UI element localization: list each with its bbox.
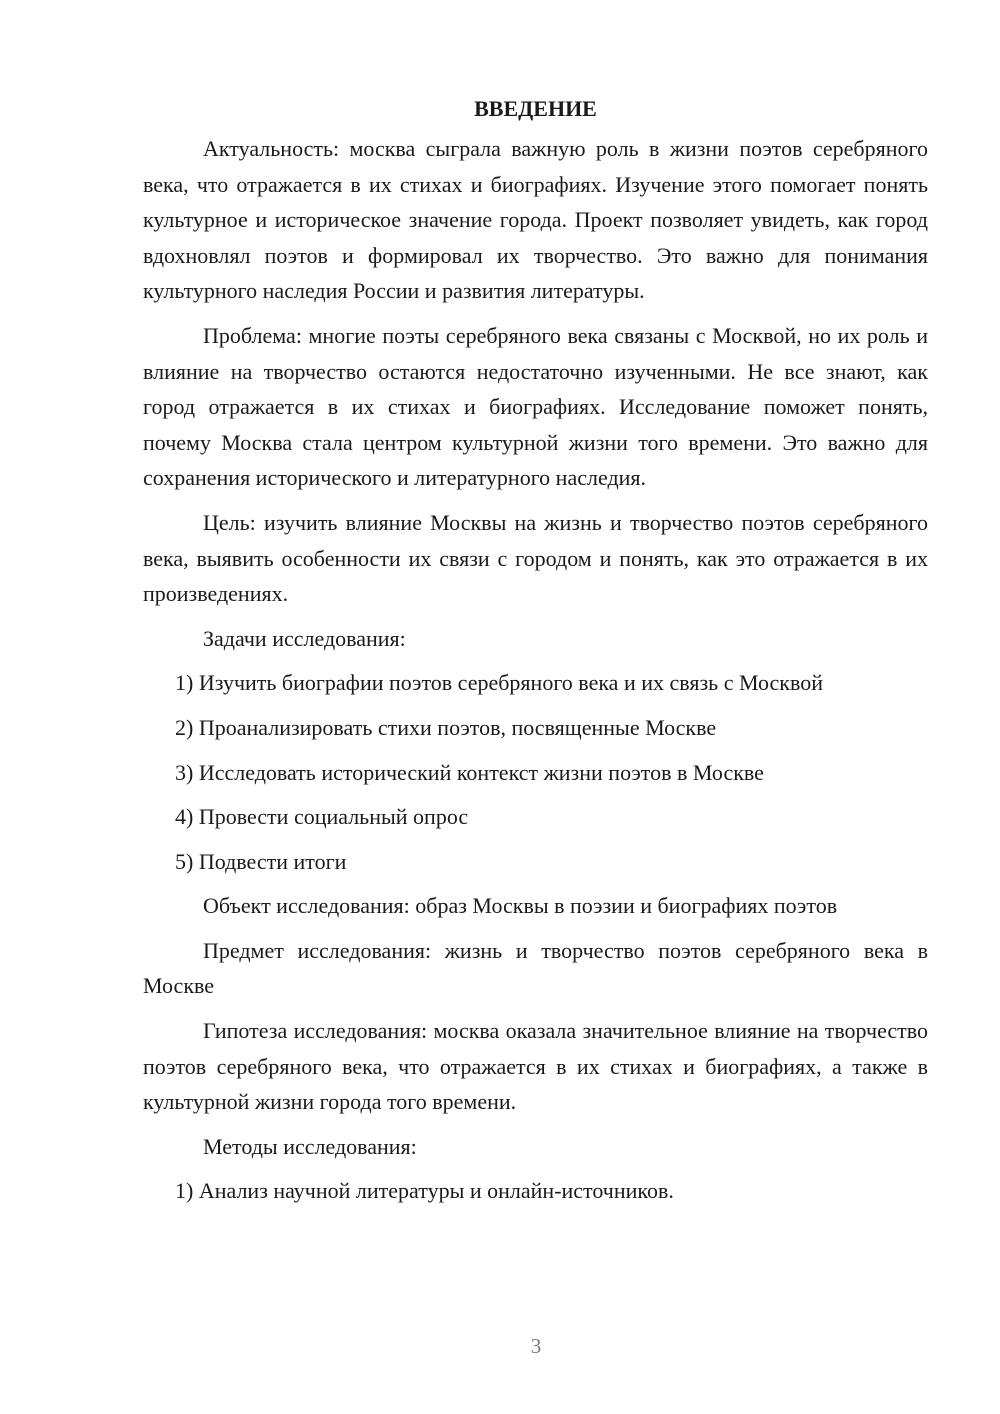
task-item-3: 3) Исследовать исторический контекст жизни поэтов в Москве	[175, 759, 764, 785]
page-content	[143, 93, 928, 1218]
task-item-5: 5) Подвести итоги	[175, 848, 347, 874]
paragraph-hypothesis: Гипотеза исследования: москва оказала значительное влияние на творчество поэтов серебряного века, что отражается в их стихах и биографиях, а также в культурной жизни города того времени.	[143, 1018, 928, 1115]
task-item-2: 2) Проанализировать стихи поэтов, посвященные Москве	[175, 714, 717, 740]
task-item-4: 4) Провести социальный опрос	[175, 804, 469, 830]
paragraph-problem: Проблема: многие поэты серебряного века связаны с Москвой, но их роль и влияние на творчество остаются недостаточно изученными. Не все знают, как город отражается в их стихах и биографиях. Исследование поможет понять, почему Москва стала центром культурной жизни того времени. Это важно для сохранения исторического и литературного наследия.	[143, 322, 928, 491]
paragraph-relevance: Актуальность: москва сыграла важную роль в жизни поэтов серебряного века, что отражается в их стихах и биографиях. Изучение этого помогает понять культурное и историческое значение города. Проект позволяет увидеть, как город вдохновлял поэтов и формировал их творчество. Это важно для понимания культурного наследия России и развития литературы.	[143, 136, 928, 304]
paragraph-goal: Цель: изучить влияние Москвы на жизнь и творчество поэтов серебряного века, выявить особенности их связи с городом и понять, как это отражается в их произведениях.	[143, 509, 928, 607]
page-number: 3	[530, 1334, 542, 1358]
section-title: ВВЕДЕНИЕ	[474, 96, 597, 121]
paragraph-subject: Предмет исследования: жизнь и творчество поэтов серебряного века в Москве	[143, 937, 928, 999]
method-item-1: 1) Анализ научной литературы и онлайн-источников.	[175, 1178, 674, 1204]
paragraph-object: Объект исследования: образ Москвы в поэзии и биографиях поэтов	[203, 893, 838, 919]
task-item-1: 1) Изучить биографии поэтов серебряного века и их связь с Москвой	[175, 670, 823, 696]
tasks-heading: Задачи исследования:	[203, 625, 406, 651]
methods-heading: Методы исследования:	[203, 1133, 417, 1159]
